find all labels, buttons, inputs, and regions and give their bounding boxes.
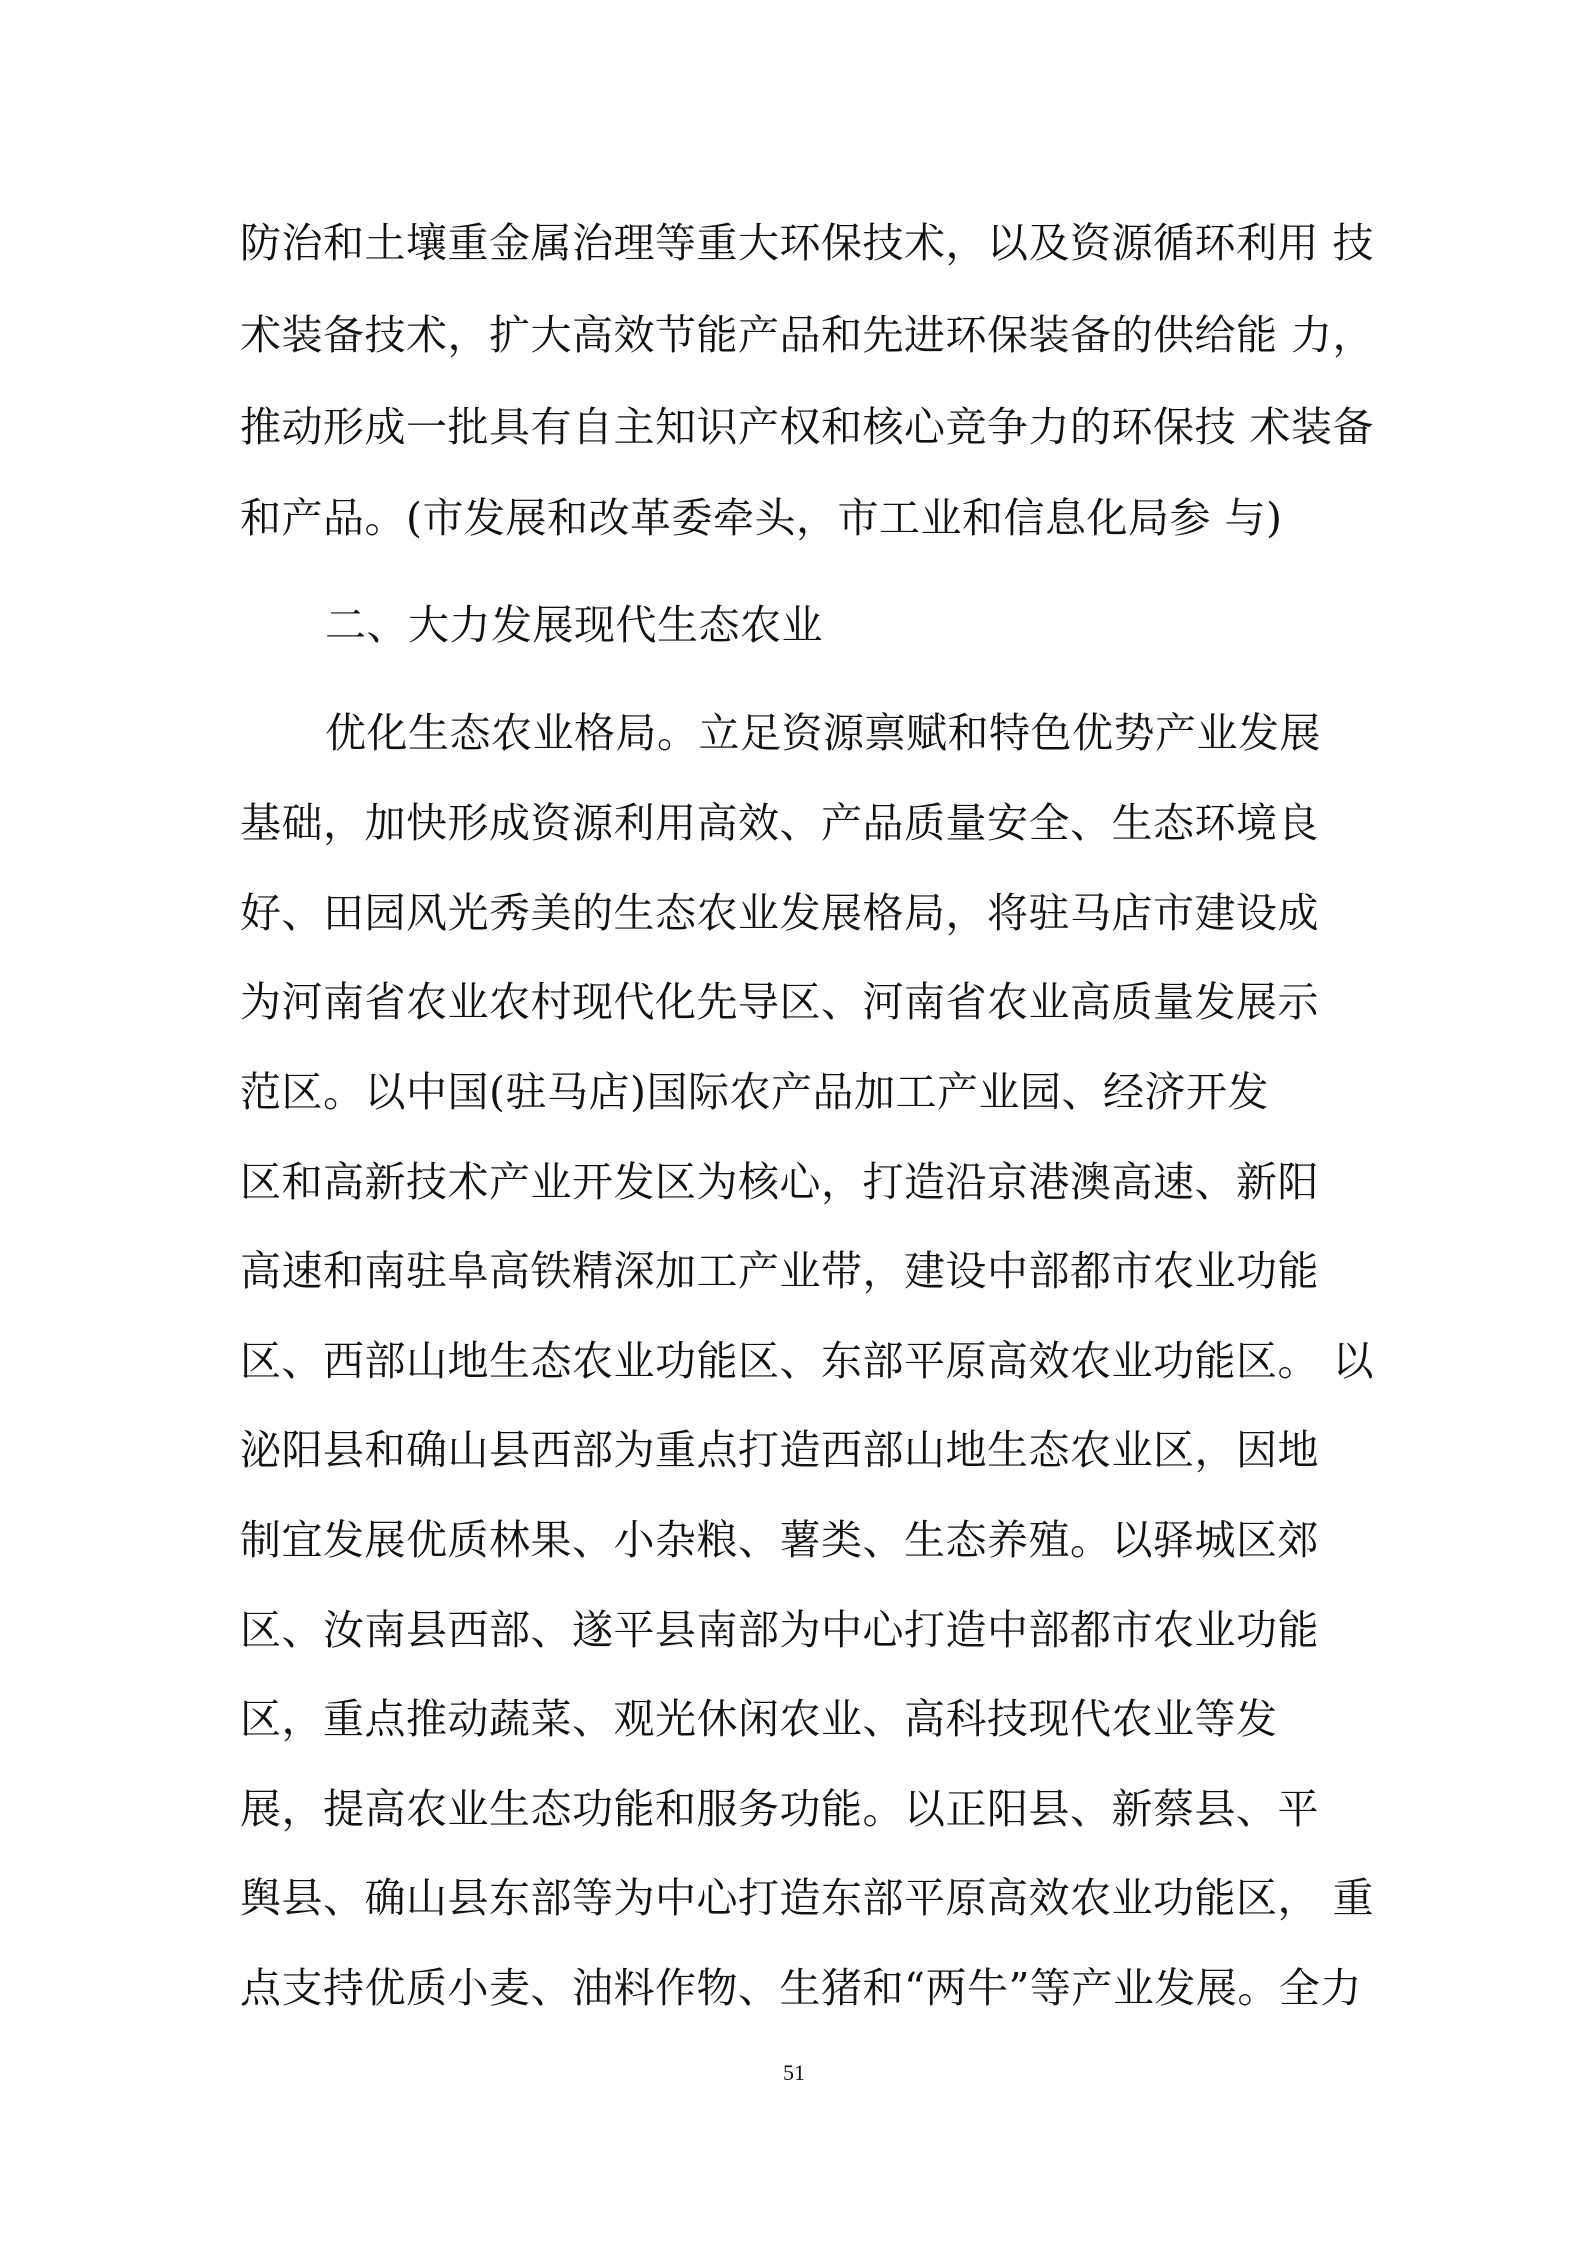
paragraph-1-line-1: 防治和土壤重金属治理等重大环保技术，以及资源循环利用 技: [240, 219, 1375, 267]
paragraph-2-line-15: 点支持优质小麦、油料作物、生猪和“两牛”等产业发展。全力: [240, 1964, 1362, 2012]
paragraph-1-line-3: 推动形成一批具有自主知识产权和核心竞争力的环保技 术装备: [240, 403, 1375, 451]
paragraph-2-line-5: 范区。以中国(驻马店)国际农产品加工产业园、经济开发: [240, 1068, 1269, 1116]
paragraph-2-line-11: 区、汝南县西部、遂平县南部为中心打造中部都市农业功能: [240, 1606, 1319, 1654]
paragraph-1-line-2: 术装备技术，扩大高效节能产品和先进环保装备的供给能 力，: [240, 311, 1375, 359]
paragraph-2-line-3: 好、田园风光秀美的生态农业发展格局，将驻马店市建设成: [240, 889, 1319, 937]
paragraph-2-line-9: 泌阳县和确山县西部为重点打造西部山地生态农业区，因地: [240, 1426, 1319, 1474]
page-number: 51: [783, 2060, 805, 2085]
paragraph-2-line-6: 区和高新技术产业开发区为核心，打造沿京港澳高速、新阳: [240, 1158, 1319, 1206]
section-heading: 二、大力发展现代生态农业: [325, 601, 823, 649]
paragraph-2-line-12: 区，重点推动蔬菜、观光休闲农业、高科技现代农业等发: [240, 1695, 1278, 1743]
paragraph-2-line-13: 展，提高农业生态功能和服务功能。以正阳县、新蔡县、平: [240, 1785, 1319, 1833]
paragraph-2-line-14: 舆县、确山县东部等为中心打造东部平原高效农业功能区， 重: [240, 1874, 1375, 1922]
paragraph-1-line-4: 和产品。(市发展和改革委牵头，市工业和信息化局参 与): [240, 494, 1283, 542]
paragraph-2-line-1: 优化生态农业格局。立足资源禀赋和特色优势产业发展: [325, 709, 1321, 757]
paragraph-2-line-10: 制宜发展优质林果、小杂粮、薯类、生态养殖。以驿城区郊: [240, 1516, 1319, 1564]
paragraph-2-line-7: 高速和南驻阜高铁精深加工产业带，建设中部都市农业功能: [240, 1247, 1319, 1295]
paragraph-2-line-4: 为河南省农业农村现代化先导区、河南省农业高质量发展示: [240, 978, 1319, 1026]
paragraph-2-line-8: 区、西部山地生态农业功能区、东部平原高效农业功能区。 以: [240, 1337, 1375, 1385]
paragraph-2-line-2: 基础，加快形成资源利用高效、产品质量安全、生态环境良: [240, 799, 1319, 847]
